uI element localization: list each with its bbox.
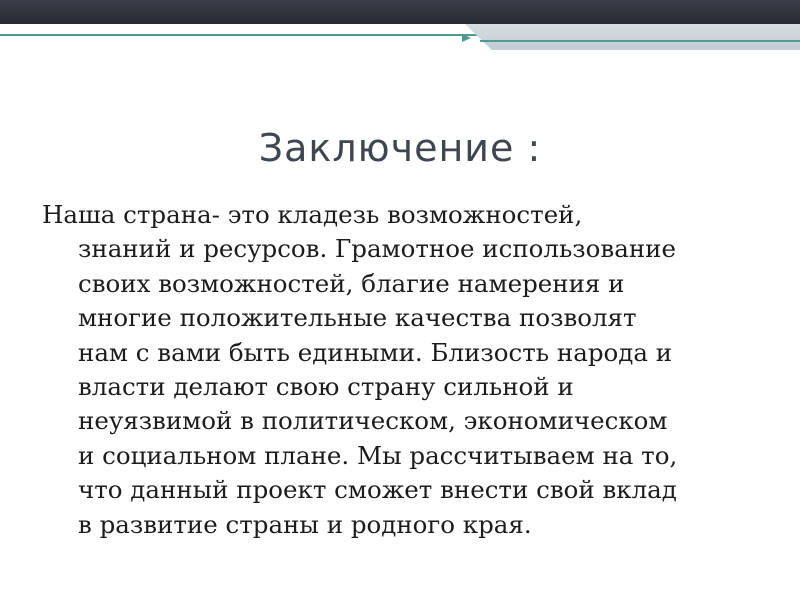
band-accent-line — [480, 40, 800, 42]
triangle-marker-icon — [462, 34, 471, 42]
slide-title: Заключение : — [258, 126, 542, 170]
top-header-bar — [0, 0, 800, 24]
slide-body-text: Наша страна- это кладезь возможностей, знаний и ресурсов. Грамотное использование своих возможностей, благие намерения и многие положительные качества позволят нам с вами быть едиными. Близость народа и власти делают свою страну сильной и неуязвимой в политическом, экономическом и социальном плане. Мы рассчитываем на то, что данный проект сможет внести свой вклад в развитие страны и родного края. — [42, 200, 678, 539]
decorative-band — [465, 24, 800, 50]
